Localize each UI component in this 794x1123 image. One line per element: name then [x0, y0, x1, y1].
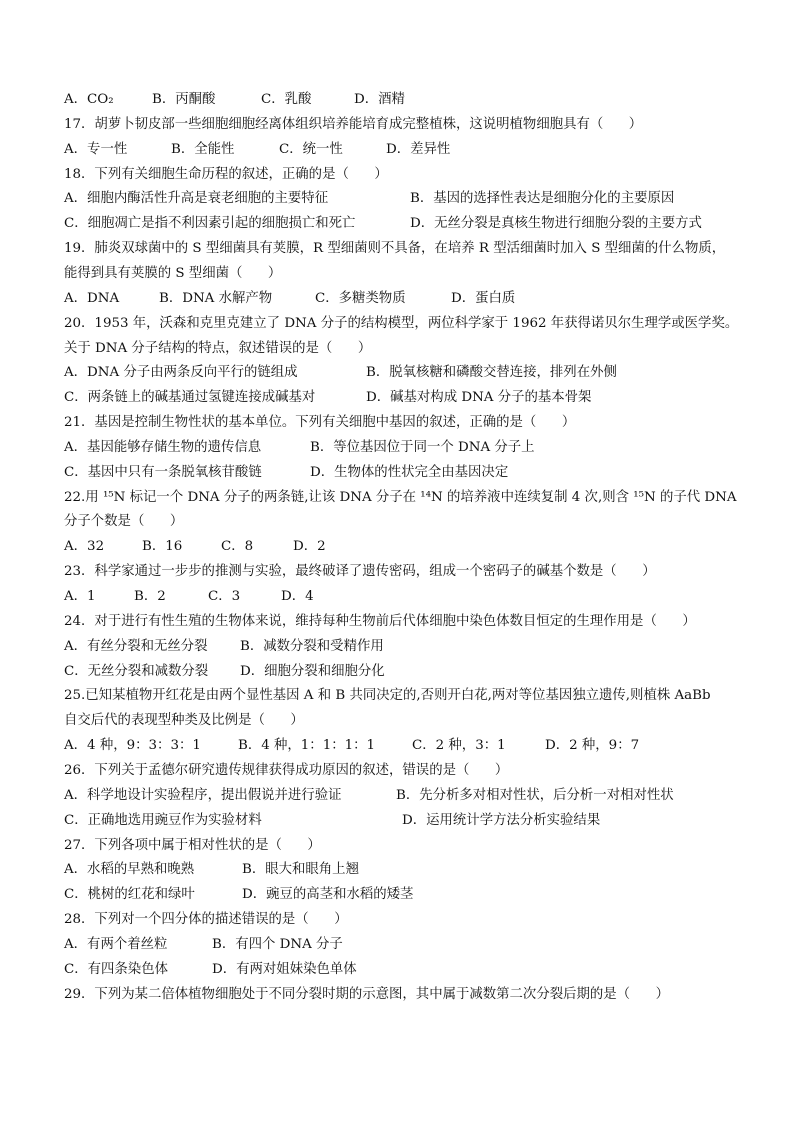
q23-options-text-2: C．3 [208, 589, 241, 604]
q16-options-text-3: D．酒精 [354, 92, 405, 107]
q29-stem-text-0: 29．下列为某二倍体植物细胞处于不同分裂时期的示意图，其中属于减数第二次分裂后期的是（ ） [64, 986, 669, 1002]
q25-options-text-3: D．2 种，9：7 [545, 738, 640, 754]
q19-options-text-3: D．蛋白质 [451, 290, 516, 306]
q20-options-ab-text-0: A．DNA 分子由两条反向平行的链组成 [64, 365, 298, 381]
q22-options-text-0: A．32 [64, 539, 105, 555]
q18-options-cd-text-0: C．细胞凋亡是指不利因素引起的细胞损亡和死亡 [64, 216, 356, 232]
q26-options-cd-text-1: D．运用统计学方法分析实验结果 [402, 812, 601, 828]
q24-options-ab-text-0: A．有丝分裂和无丝分裂 [64, 638, 208, 654]
q24-options-cd-text-1: D．细胞分裂和细胞分化 [240, 663, 385, 679]
q21-options-cd-text-1: D．生物体的性状完全由基因决定 [310, 464, 509, 480]
q25-options-text-0: A．4 种，9：3：3：1 [64, 738, 201, 754]
q16-options-text-1: B．丙酮酸 [152, 92, 216, 107]
q28-stem-text-0: 28．下列对一个四分体的描述错误的是（ ） [64, 912, 348, 928]
q23-stem-text-0: 23．科学家通过一步步的推测与实验，最终破译了遗传密码，组成一个密码子的碱基个数是（ ） [64, 564, 656, 580]
q19-options-text-1: B．DNA 水解产物 [159, 290, 273, 306]
q17-options-text-3: D．差异性 [386, 141, 451, 157]
q20-stem-2-text-0: 关于 DNA 分子结构的特点，叙述错误的是（ ） [64, 340, 372, 356]
q25-stem-2-text-0: 自交后代的表现型种类及比例是（ ） [64, 713, 304, 729]
q25-options-text-1: B．4 种，1：1：1：1 [238, 738, 376, 754]
q27-options-ab-text-1: B．眼大和眼角上翘 [242, 862, 359, 878]
q28-options-ab-text-0: A．有两个着丝粒 [64, 936, 168, 952]
q24-options-ab-text-1: B．减数分裂和受精作用 [240, 638, 384, 654]
q19-stem-1-text-0: 19．肺炎双球菌中的 S 型细菌具有荚膜，R 型细菌则不具备，在培养 R 型活细菌时加入 S 型细菌的什么物质， [64, 241, 726, 257]
q21-stem-text-0: 21．基因是控制生物性状的基本单位。下列有关细胞中基因的叙述，正确的是（ ） [64, 415, 576, 431]
q20-options-cd-text-1: D．碱基对构成 DNA 分子的基本骨架 [366, 390, 592, 406]
q27-stem-text-0: 27．下列各项中属于相对性状的是（ ） [64, 837, 321, 853]
q17-options-text-0: A．专一性 [64, 141, 128, 157]
q26-options-cd-text-0: C．正确地选用豌豆作为实验材料 [64, 812, 262, 828]
q20-options-cd-text-0: C．两条链上的碱基通过氢键连接成碱基对 [64, 390, 316, 406]
q21-options-ab-text-0: A．基因能够存储生物的遗传信息 [64, 439, 262, 455]
q26-options-ab-text-1: B．先分析多对相对性状，后分析一对相对性状 [396, 787, 674, 803]
q20-options-ab-text-1: B．脱氧核糖和磷酸交替连接，排列在外侧 [366, 365, 617, 381]
q28-options-cd-text-1: D．有两对姐妹染色单体 [212, 961, 357, 977]
q17-options-text-1: B．全能性 [171, 141, 235, 157]
q18-stem-text-0: 18．下列有关细胞生命历程的叙述，正确的是（ ） [64, 166, 388, 182]
q28-options-ab-text-1: B．有四个 DNA 分子 [212, 936, 343, 952]
q18-options-ab-text-0: A．细胞内酶活性升高是衰老细胞的主要特征 [64, 191, 329, 207]
q25-options-text-2: C．2 种，3：1 [412, 738, 506, 754]
q18-options-ab-text-1: B．基因的选择性表达是细胞分化的主要原因 [410, 191, 675, 207]
q20-stem-1-text-0: 20．1953 年，沃森和克里克建立了 DNA 分子的结构模型，两位科学家于 1962 年获得诺贝尔生理学或医学奖。 [64, 315, 739, 331]
q19-options-text-0: A．DNA [64, 290, 120, 306]
q24-options-cd-text-0: C．无丝分裂和减数分裂 [64, 663, 209, 679]
q18-options-cd-text-1: D．无丝分裂是真核生物进行细胞分裂的主要方式 [410, 216, 702, 232]
q21-options-cd-text-0: C．基因中只有一条脱氧核苷酸链 [64, 464, 262, 480]
q25-stem-1-text-0: 25.已知某植物开红花是由两个显性基因 A 和 B 共同决定的,否则开白花,两对等位基因独立遗传,则植株 AaBb [64, 688, 711, 704]
q26-options-ab-text-0: A．科学地设计实验程序，提出假说并进行验证 [64, 787, 342, 803]
q27-options-ab-text-0: A．水稻的早熟和晚熟 [64, 862, 195, 878]
q27-options-cd-text-0: C．桃树的红花和绿叶 [64, 887, 195, 903]
q21-options-ab-text-1: B．等位基因位于同一个 DNA 分子上 [310, 439, 535, 455]
q28-options-cd-text-0: C．有四条染色体 [64, 961, 168, 977]
q16-options-text-0: A．CO₂ [64, 92, 114, 107]
q24-stem-text-0: 24．对于进行有性生殖的生物体来说，维持每种生物前后代体细胞中染色体数目恒定的生理作用是（ ） [64, 613, 696, 629]
q17-options-text-2: C．统一性 [279, 141, 343, 157]
q16-options-text-2: C．乳酸 [261, 92, 312, 107]
q27-options-cd-text-1: D．豌豆的高茎和水稻的矮茎 [242, 887, 414, 903]
q19-stem-2-text-0: 能得到具有荚膜的 S 型细菌（ ） [64, 265, 282, 281]
q17-stem-text-0: 17．胡萝卜韧皮部一些细胞细胞经离体组织培养能培育成完整植株，这说明植物细胞具有（ ） [64, 116, 643, 132]
q23-options-text-1: B．2 [134, 589, 166, 604]
q22-options-text-2: C．8 [221, 539, 254, 555]
q22-stem-1-text-0: 22.用 ¹⁵N 标记一个 DNA 分子的两条链,让该 DNA 分子在 ¹⁴N 的培养液中连续复制 4 次,则含 ¹⁵N 的子代 DNA [64, 489, 737, 505]
q22-options-text-1: B．16 [142, 539, 183, 555]
q26-stem-text-0: 26．下列关于孟德尔研究遗传规律获得成功原因的叙述，错误的是（ ） [64, 762, 509, 778]
q19-options-text-2: C．多糖类物质 [315, 290, 406, 306]
q22-stem-2-text-0: 分子个数是（ ） [64, 514, 184, 530]
q23-options-text-3: D．4 [281, 589, 314, 604]
q22-options-text-3: D．2 [293, 539, 326, 555]
q23-options-text-0: A．1 [64, 589, 96, 604]
